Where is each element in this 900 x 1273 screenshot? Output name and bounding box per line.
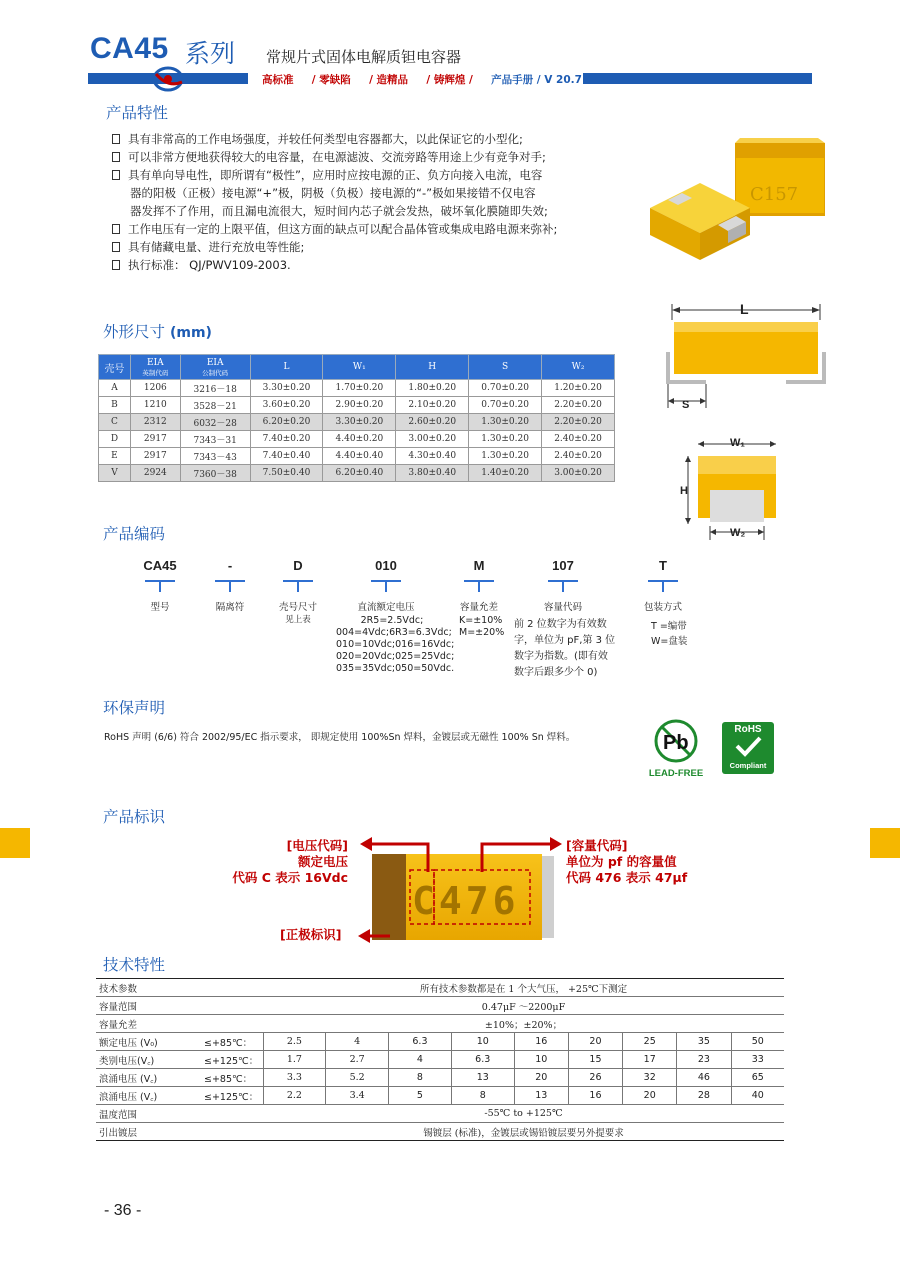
code-voltage-notes: 2R5=2.5Vdc; 004=4Vdc;6R3=6.3Vdc; 010=10Vdc;016=16Vdc; 020=20Vdc;025=25Vdc; 035=35Vdc;050=50Vdc. (336, 615, 455, 674)
tech-label: 技术参数 (96, 979, 201, 997)
col-eia-sub: 英制代码 (142, 368, 169, 377)
page-subtitle: 常规片式固体电解质钽电容器 (266, 48, 462, 66)
tech-value: 16 (568, 1087, 622, 1105)
side-tab-right (870, 828, 900, 858)
col-case: 壳号 (99, 355, 131, 380)
code-capacity-notes: 前 2 位数字为有效数 字，单位为 pF,第 3 位 数字为指数。(即有效 数字后跟多少个 0) (514, 619, 616, 678)
tech-row (96, 1087, 784, 1105)
table-cell: 3528－21 (180, 397, 250, 414)
table-cell: 3.00±0.20 (542, 465, 615, 482)
code-tolerance-notes: K=±10% M=±20% (459, 615, 505, 638)
table-row (99, 465, 615, 482)
table-cell: 2.20±0.20 (542, 414, 615, 431)
tech-row (96, 1051, 784, 1069)
marking-title: 产品标识 (103, 808, 166, 826)
table-cell: D (99, 431, 131, 448)
tech-row (96, 1123, 784, 1141)
tech-value: 35 (677, 1033, 731, 1051)
code-tee-marker (283, 580, 313, 592)
table-cell: 1.70±0.20 (323, 380, 396, 397)
tag-high-standard: 高标准 (262, 74, 294, 86)
rohs-badge (722, 722, 774, 774)
lead-free-icon (651, 718, 701, 764)
diagram-label-l: L (740, 301, 749, 317)
table-cell: V (99, 465, 131, 482)
header-tagline (262, 72, 582, 87)
table-cell: 3.00±0.20 (396, 431, 469, 448)
table-cell: 2924 (130, 465, 180, 482)
table-header-row (99, 355, 615, 380)
table-cell: 7.50±0.40 (250, 465, 323, 482)
table-cell: A (99, 380, 131, 397)
feature-item-cont: 器发挥不了作用，而且漏电流很大，短时间内芯子就会发热，破坏氧化膜随即失效; (130, 204, 548, 218)
code-model: CA45 (143, 558, 177, 573)
features-list (112, 130, 557, 274)
table-cell: B (99, 397, 131, 414)
tech-label: 浪涌电压 (V꜀) (96, 1087, 201, 1105)
code-tee-marker (648, 580, 678, 592)
table-cell: E (99, 448, 131, 465)
tech-condition (201, 997, 263, 1015)
tech-value: 40 (731, 1087, 784, 1105)
col-h: H (396, 355, 469, 380)
col-w2: W₂ (542, 355, 615, 380)
tag-zero-defect: / 零缺陷 (311, 74, 351, 86)
dimensions-title: 外形尺寸 (mm) (103, 323, 212, 341)
series-suffix: 系列 (185, 39, 236, 68)
dimensions-table (98, 354, 615, 482)
tech-label: 额定电压 (V₀) (96, 1033, 201, 1051)
code-capacity-desc: 容量代码 (543, 602, 582, 613)
table-cell: 7343－43 (180, 448, 250, 465)
tech-value: 4 (389, 1051, 452, 1069)
col-w1: W₁ (323, 355, 396, 380)
tech-value: 23 (677, 1051, 731, 1069)
tech-condition: ≤+85℃： (201, 1069, 263, 1087)
table-cell: 7.40±0.20 (250, 431, 323, 448)
tech-span-value: -55℃ to +125℃ (263, 1105, 784, 1123)
tech-value: 25 (623, 1033, 677, 1051)
tech-label: 浪涌电压 (V꜀) (96, 1069, 201, 1087)
tech-label: 温度范围 (96, 1105, 201, 1123)
manual-version: 产品手册 / V 20.7 (491, 74, 582, 86)
code-capacity: 107 (552, 558, 574, 573)
table-row (99, 414, 615, 431)
table-cell: 3.80±0.40 (396, 465, 469, 482)
code-separator: - (227, 558, 233, 573)
code-tee-marker (548, 580, 578, 592)
tech-value: 50 (731, 1033, 784, 1051)
table-cell: 1.30±0.20 (469, 414, 542, 431)
tech-condition (201, 1105, 263, 1123)
tech-value: 20 (568, 1033, 622, 1051)
voltage-code-callout: [电压代码] 额定电压 代码 C 表示 16Vdc (232, 838, 348, 885)
code-tolerance-desc: 容量允差 (459, 602, 498, 613)
tech-value: 6.3 (389, 1033, 452, 1051)
tech-value: 2.2 (263, 1087, 326, 1105)
tech-value: 3.3 (263, 1069, 326, 1087)
table-cell: 2.20±0.20 (542, 397, 615, 414)
table-cell: 2.60±0.20 (396, 414, 469, 431)
table-cell: 3.30±0.20 (323, 414, 396, 431)
side-view-diagram (660, 298, 830, 413)
side-tab-left (0, 828, 30, 858)
page-number: - 36 - (104, 1202, 142, 1219)
capacitor-photo (640, 138, 830, 268)
tech-value: 28 (677, 1087, 731, 1105)
diagram-label-w2: W₂ (730, 527, 746, 539)
tech-condition (201, 1123, 263, 1141)
dimensions-unit: (mm) (169, 325, 212, 341)
tech-value: 33 (731, 1051, 784, 1069)
diagram-label-s: S (682, 399, 690, 411)
tech-value: 20 (514, 1069, 568, 1087)
table-row (99, 431, 615, 448)
tech-value: 6.3 (451, 1051, 514, 1069)
code-model-desc: 型号 (150, 602, 170, 613)
tech-value: 8 (451, 1087, 514, 1105)
tech-value: 46 (677, 1069, 731, 1087)
tag-quality: / 造精品 (369, 74, 409, 86)
table-cell: 2312 (130, 414, 180, 431)
coding-title: 产品编码 (103, 525, 166, 543)
feature-item: 具有储藏电量、进行充放电等性能; (112, 238, 557, 256)
table-cell: 1.20±0.20 (542, 380, 615, 397)
chip-marking-text: C476 (412, 879, 520, 923)
table-cell: 7.40±0.40 (250, 448, 323, 465)
table-cell: 7360－38 (180, 465, 250, 482)
tech-label: 容量允差 (96, 1015, 201, 1033)
capacity-code-callout: [容量代码] 单位为 pf 的容量值 代码 476 表示 47μf (566, 838, 688, 885)
tech-value: 32 (623, 1069, 677, 1087)
tech-title: 技术特性 (103, 956, 166, 974)
table-cell: 4.40±0.20 (323, 431, 396, 448)
series-code: CA45 (90, 32, 169, 65)
tech-value: 16 (514, 1033, 568, 1051)
table-cell: 2.90±0.20 (323, 397, 396, 414)
tech-label: 容量范围 (96, 997, 201, 1015)
col-l: L (250, 355, 323, 380)
tech-row (96, 979, 784, 997)
tech-label: 类别电压(V꜀) (96, 1051, 201, 1069)
tech-condition: ≤+85℃： (201, 1033, 263, 1051)
feature-item: 可以非常方便地获得较大的电容量，在电源滤波、交流旁路等用途上少有竞争对手; (112, 148, 557, 166)
tech-value: 20 (623, 1087, 677, 1105)
features-title: 产品特性 (106, 104, 169, 122)
end-view-diagram (676, 432, 796, 544)
feature-item: 工作电压有一定的上限平值，但这方面的缺点可以配合晶体管或集成电路电源来弥补; (112, 220, 557, 238)
lead-free-label: LEAD-FREE (648, 768, 704, 779)
capacitor-marking-text: C157 (750, 184, 799, 205)
table-cell: 1206 (130, 380, 180, 397)
rohs-label: RoHS (734, 724, 762, 735)
feature-item: 具有非常高的工作电场强度，并较任何类型电容器都大，以此保证它的小型化; (112, 130, 557, 148)
table-cell: 0.70±0.20 (469, 397, 542, 414)
diagram-label-h: H (680, 485, 688, 497)
table-cell: 2.40±0.20 (542, 431, 615, 448)
tech-value: 5 (389, 1087, 452, 1105)
table-row (99, 380, 615, 397)
tech-value: 17 (623, 1051, 677, 1069)
table-cell: 4.30±0.40 (396, 448, 469, 465)
table-row (99, 397, 615, 414)
tech-row (96, 1069, 784, 1087)
code-separator-desc: 隔离符 (215, 602, 245, 613)
code-voltage: 010 (375, 558, 397, 573)
table-cell: 4.40±0.40 (323, 448, 396, 465)
code-case-note: 见上表 (285, 615, 311, 625)
col-eia: EIA (147, 357, 164, 368)
tech-value: 10 (514, 1051, 568, 1069)
code-package-desc: 包装方式 (643, 602, 682, 613)
brand-logo-icon (150, 64, 186, 94)
polarity-callout: [正极标识] (280, 927, 342, 942)
table-row (99, 448, 615, 465)
table-cell: 0.70±0.20 (469, 380, 542, 397)
feature-item: 执行标准： QJ/PWV109-2003. (112, 256, 557, 274)
table-cell: 6032－28 (180, 414, 250, 431)
tech-value: 1.7 (263, 1051, 326, 1069)
tech-condition (201, 1015, 263, 1033)
table-cell: 2917 (130, 448, 180, 465)
tech-row (96, 1015, 784, 1033)
col-eia2: EIA (206, 357, 224, 368)
code-tee-marker (371, 580, 401, 592)
environment-title: 环保声明 (103, 699, 166, 717)
tech-value: 26 (568, 1069, 622, 1087)
tech-value: 10 (451, 1033, 514, 1051)
rohs-sub: Compliant (729, 761, 767, 770)
tech-span-value: 锡镀层 (标准)，金镀层或锡铅镀层要另外提要求 (263, 1123, 784, 1141)
tech-value: 13 (514, 1087, 568, 1105)
table-cell: 1.30±0.20 (469, 431, 542, 448)
table-cell: 7343－31 (180, 431, 250, 448)
tech-value: 2.7 (326, 1051, 389, 1069)
tech-row (96, 1033, 784, 1051)
tech-value: 15 (568, 1051, 622, 1069)
tech-span-value: 所有技术参数都是在 1 个大气压， +25℃下测定 (263, 979, 784, 997)
code-voltage-desc: 直流额定电压 (357, 602, 415, 613)
code-case: D (293, 558, 303, 573)
table-cell: 3.60±0.20 (250, 397, 323, 414)
feature-item: 具有单向导电性，即所谓有“极性”，应用时应按电源的正、负方向接入电流，电容 (112, 166, 557, 184)
lead-free-symbol: Pb (663, 732, 689, 754)
tech-value: 65 (731, 1069, 784, 1087)
tech-value: 3.4 (326, 1087, 389, 1105)
tech-value: 2.5 (263, 1033, 326, 1051)
tech-table (96, 978, 784, 1141)
tech-condition: ≤+125℃： (201, 1087, 263, 1105)
tech-value: 13 (451, 1069, 514, 1087)
tech-value: 8 (389, 1069, 452, 1087)
col-s: S (469, 355, 542, 380)
table-cell: 1.80±0.20 (396, 380, 469, 397)
tag-glory: / 铸辉煌 / (426, 74, 473, 86)
table-cell: 6.20±0.40 (323, 465, 396, 482)
code-package: T (659, 558, 667, 573)
marking-chip-diagram (340, 832, 566, 944)
table-cell: 3216－18 (180, 380, 250, 397)
table-cell: 2.10±0.20 (396, 397, 469, 414)
tech-value: 4 (326, 1033, 389, 1051)
lead-free-badge (645, 718, 707, 779)
table-cell: 3.30±0.20 (250, 380, 323, 397)
table-cell: 1.30±0.20 (469, 448, 542, 465)
check-icon (733, 735, 763, 757)
code-package-notes: T =编带 W=盘装 (651, 621, 688, 647)
diagram-label-w1: W₁ (730, 437, 745, 449)
col-eia2-sub: 公制代码 (202, 368, 229, 377)
table-cell: 6.20±0.20 (250, 414, 323, 431)
code-case-desc: 壳号尺寸 (278, 602, 317, 613)
tech-span-value: 0.47μF ～2200μF (263, 997, 784, 1015)
tech-condition: ≤+125℃： (201, 1051, 263, 1069)
code-tee-marker (464, 580, 494, 592)
code-tee-marker (145, 580, 175, 592)
code-tee-marker (215, 580, 245, 592)
code-tolerance: M (473, 558, 485, 573)
tech-row (96, 997, 784, 1015)
table-cell: C (99, 414, 131, 431)
tech-span-value: ±10%；±20%； (263, 1015, 784, 1033)
environment-text: RoHS 声明 (6/6) 符合 2002/95/EC 指示要求， 即规定使用 100%Sn 焊料，金镀层或无磁性 100% Sn 焊料。 (104, 732, 576, 743)
tech-condition (201, 979, 263, 997)
table-cell: 2.40±0.20 (542, 448, 615, 465)
feature-item-cont: 器的阳极（正极）接电源“+”极，阴极（负极）接电源的“-”极如果接错不仅电容 (130, 186, 536, 200)
header-bar-right (583, 73, 812, 84)
tech-row (96, 1105, 784, 1123)
tech-value: 5.2 (326, 1069, 389, 1087)
table-cell: 2917 (130, 431, 180, 448)
table-cell: 1.40±0.20 (469, 465, 542, 482)
tech-label: 引出镀层 (96, 1123, 201, 1141)
table-cell: 1210 (130, 397, 180, 414)
